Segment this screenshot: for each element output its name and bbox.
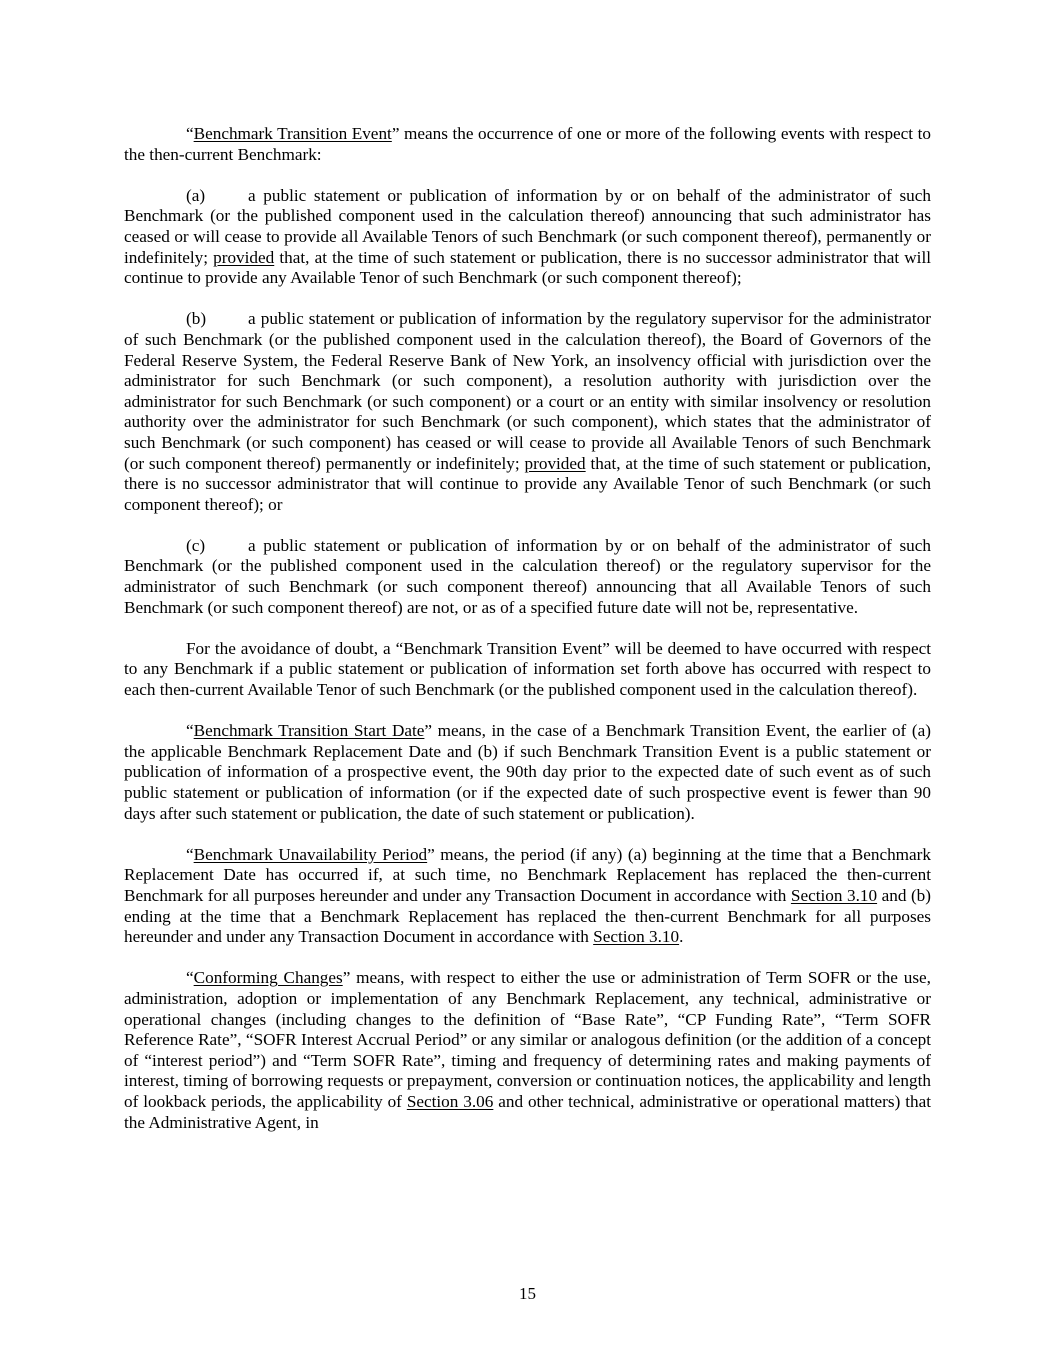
- section-reference: Section 3.06: [406, 1091, 494, 1111]
- text-run: and (b) ending at the time that a Benchmark Replacement has replaced the then-current Benchmark for all purposes hereunder and under any Transaction Document in accordance with: [124, 885, 931, 947]
- text-run: ” means, with respect to either the use or administration of Term SOFR or the use, administration, adoption or implementation of any Benchmark Replacement, any technical, administrative or operational changes (including changes to the definition of “Base Rate”, “CP Funding Rate”, “Term SOFR Reference Rate”, “SOFR Interest Accrual Period” or any similar or analogous definition (or the addition of a concept of “interest period”) and “Term SOFR Rate”, timing and frequency of determining rates and making payments of interest, timing of borrowing requests or prepayment, conversion or continuation notices, the applicability and length of lookback periods, the applicability of: [124, 968, 931, 1111]
- text-run: ” means, the period (if any) (a) beginning at the time that a Benchmark Replacement Date has occurred if, at such time, no Benchmark Replacement has replaced the then-current Benchmark for all purposes hereunder and under any Transaction Document in accordance with: [124, 844, 931, 905]
- text-run: ” means, in the case of a Benchmark Transition Event, the earlier of (a) the applicable Benchmark Replacement Date and (b) if such Benchmark Transition Event is a public statement or publication of information of a prospective event, the 90th day prior to the expected date of such event as of such public statement or publication of information (or if the expected date of such prospective event is fewer than 90 days after such statement or publication, the date of such statement or publication).: [124, 721, 931, 823]
- text-run: a public statement or publication of information by or on behalf of the administrator of such Benchmark (or the published component used in the calculation thereof) announcing that such administrator has ceased or will cease to provide all Available Tenors of such Benchmark (or such component thereof), permanently or indefinitely;: [124, 185, 931, 267]
- clause-label-b: (b): [186, 309, 207, 329]
- defined-term-benchmark-unavailability-period: Benchmark Unavailability Period: [193, 844, 428, 864]
- text-run: .: [679, 927, 684, 947]
- text-run: ” means the occurrence of one or more of the following events with respect to the then-current Benchmark:: [124, 124, 931, 164]
- text-run: “: [186, 844, 194, 864]
- defined-term-benchmark-transition-event: Benchmark Transition Event: [193, 124, 392, 143]
- text-run: that, at the time of such statement or publication, there is no successor administrator that will continue to provide any Available Tenor of such Benchmark (or such component thereof); or: [124, 453, 931, 514]
- definition-benchmark-unavailability-period: [124, 845, 931, 948]
- text-run: “: [186, 968, 194, 988]
- defined-term-conforming-changes: Conforming Changes: [193, 968, 343, 988]
- clause-a: [124, 186, 931, 289]
- avoidance-of-doubt-paragraph: [124, 639, 931, 701]
- clause-label-a: (a): [186, 185, 206, 205]
- text-run: and other technical, administrative or operational matters) that the Administrative Agent, in: [124, 1091, 931, 1132]
- text-run: For the avoidance of doubt, a “Benchmark Transition Event” will be deemed to have occurred with respect to any Benchmark if a public statement or publication of information set forth above has occurred with respect to each then-current Available Tenor of such Benchmark (or the published component used in the calculation thereof).: [124, 638, 931, 700]
- section-reference: Section 3.10: [593, 927, 680, 947]
- emphasis-provided: provided: [213, 247, 275, 267]
- document-page: [124, 124, 931, 1154]
- definition-benchmark-transition-start-date: [124, 721, 931, 824]
- section-reference: Section 3.10: [790, 885, 878, 905]
- text-run: “: [186, 124, 194, 143]
- emphasis-provided: provided: [524, 453, 586, 473]
- clause-c: [124, 536, 931, 618]
- clause-b: [124, 309, 931, 515]
- clause-label-c: (c): [186, 535, 206, 555]
- defined-term-benchmark-transition-start-date: Benchmark Transition Start Date: [193, 721, 425, 741]
- text-run: a public statement or publication of information by the regulatory supervisor for the administrator of such Benchmark (or the published component used in the calculation thereof), the Board of Governors of the Federal Reserve System, the Federal Reserve Bank of New York, an insolvency official with jurisdiction over the administrator for such Benchmark (or such component), a resolution authority with jurisdiction over the administrator for such Benchmark (or such component) or a court or an entity with similar insolvency or resolution authority over the administrator for such Benchmark (or such component), which states that the administrator of such Benchmark (or such component) has ceased or will cease to provide all Available Tenors of such Benchmark (or such component thereof) permanently or indefinitely;: [124, 309, 931, 473]
- definition-conforming-changes: [124, 968, 931, 1133]
- text-run: a public statement or publication of information by or on behalf of the administrator of such Benchmark (or the published component used in the calculation thereof) or the regulatory supervisor for the administrator of such Benchmark (or such component thereof) announcing that all Available Tenors of such Benchmark (or such component thereof) are not, or as of a specified future date will not be, representative.: [124, 535, 931, 617]
- page-number: 15: [519, 1284, 536, 1303]
- text-run: “: [186, 721, 194, 741]
- definition-benchmark-transition-event: [124, 124, 931, 165]
- text-run: that, at the time of such statement or publication, there is no successor administrator that will continue to provide any Available Tenor of such Benchmark (or such component thereof);: [124, 247, 931, 288]
